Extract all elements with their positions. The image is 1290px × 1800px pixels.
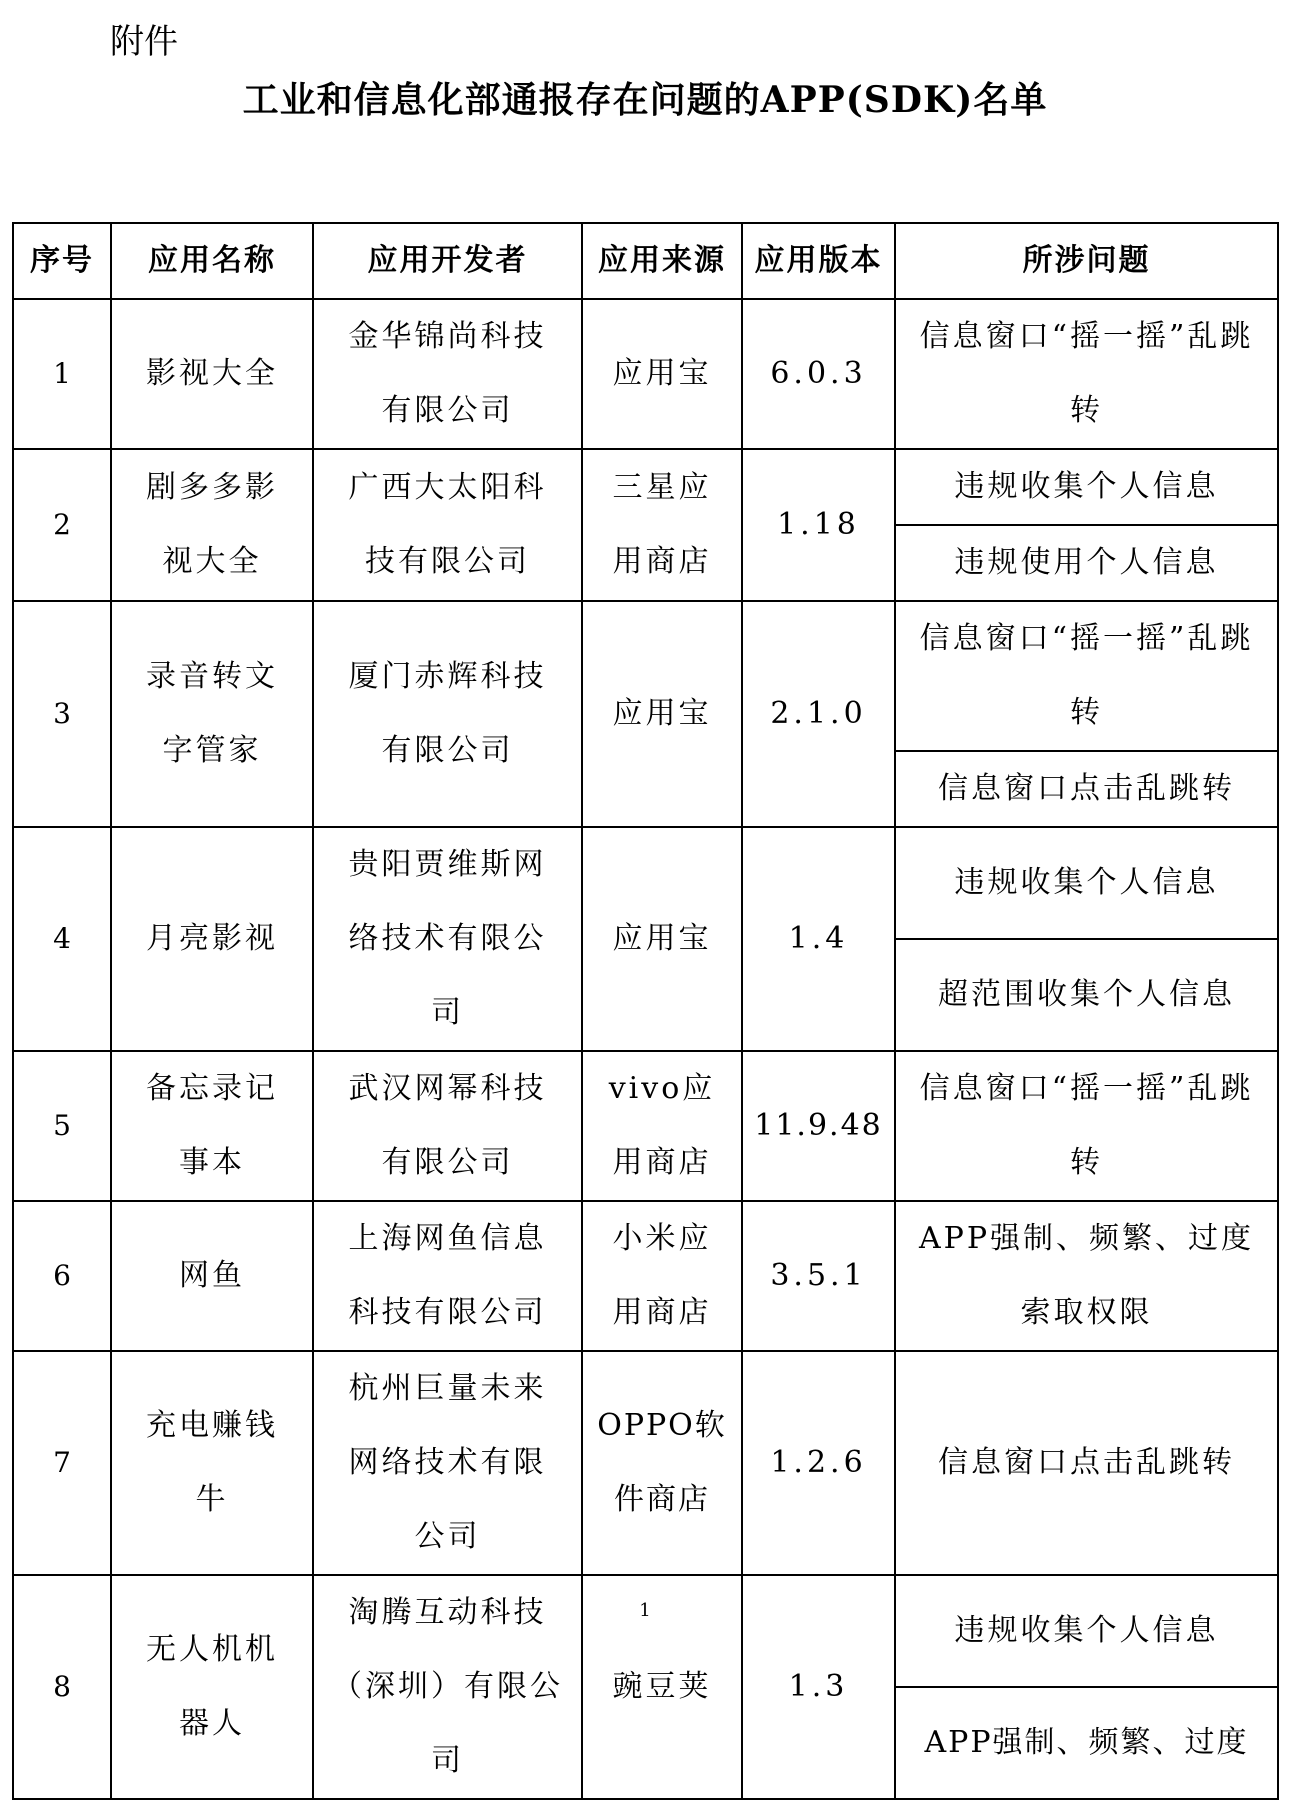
table-row: [13, 1351, 1278, 1575]
app-version: 11.9.48: [742, 1051, 895, 1201]
app-name: 剧多多影视大全: [111, 449, 313, 601]
issue-cell: 信息窗口“摇一摇”乱跳转: [895, 1051, 1278, 1201]
row-no: 7: [13, 1351, 111, 1575]
app-source: 应用宝: [582, 601, 742, 827]
app-developer: 贵阳贾维斯网络技术有限公司: [313, 827, 582, 1051]
issue-cell: APP强制、频繁、过度: [895, 1687, 1278, 1799]
issue-cell: 信息窗口“摇一摇”乱跳转: [895, 299, 1278, 449]
row-no: 4: [13, 827, 111, 1051]
app-name: 影视大全: [111, 299, 313, 449]
app-developer: 杭州巨量未来网络技术有限公司: [313, 1351, 582, 1575]
issue-cell: 信息窗口点击乱跳转: [895, 1351, 1278, 1575]
table-row: [13, 601, 1278, 751]
header-version: 应用版本: [742, 223, 895, 299]
row-no: 3: [13, 601, 111, 827]
app-list-table: [12, 222, 1279, 1800]
app-name: 网鱼: [111, 1201, 313, 1351]
app-name: 无人机机器人: [111, 1575, 313, 1799]
app-version: 1.3: [742, 1575, 895, 1799]
page-number: 1: [639, 1600, 651, 1621]
table-row: [13, 1051, 1278, 1201]
app-source: 小米应用商店: [582, 1201, 742, 1351]
app-version: 1.2.6: [742, 1351, 895, 1575]
table-row: [13, 1201, 1278, 1351]
header-no: 序号: [13, 223, 111, 299]
app-source: 三星应用商店: [582, 449, 742, 601]
issue-cell: 信息窗口点击乱跳转: [895, 751, 1278, 827]
app-developer: 金华锦尚科技有限公司: [313, 299, 582, 449]
issue-cell: 违规收集个人信息: [895, 449, 1278, 525]
table-row: [13, 827, 1278, 939]
row-no: 8: [13, 1575, 111, 1799]
app-source: vivo应用商店: [582, 1051, 742, 1201]
table-row: [13, 1575, 1278, 1687]
app-developer: 上海网鱼信息科技有限公司: [313, 1201, 582, 1351]
row-no: 6: [13, 1201, 111, 1351]
app-developer: 淘腾互动科技（深圳）有限公司: [313, 1575, 582, 1799]
attachment-label: 附件: [110, 22, 178, 62]
app-version: 2.1.0: [742, 601, 895, 827]
issue-cell: 违规使用个人信息: [895, 525, 1278, 601]
header-source: 应用来源: [582, 223, 742, 299]
issue-cell: 违规收集个人信息: [895, 827, 1278, 939]
table-row: [13, 449, 1278, 525]
app-version: 1.18: [742, 449, 895, 601]
app-version: 6.0.3: [742, 299, 895, 449]
row-no: 1: [13, 299, 111, 449]
app-developer: 武汉网幂科技有限公司: [313, 1051, 582, 1201]
app-developer: 广西大太阳科技有限公司: [313, 449, 582, 601]
table-header-row: [13, 223, 1278, 299]
issue-cell: 信息窗口“摇一摇”乱跳转: [895, 601, 1278, 751]
header-developer: 应用开发者: [313, 223, 582, 299]
header-name: 应用名称: [111, 223, 313, 299]
issue-cell: 超范围收集个人信息: [895, 939, 1278, 1051]
header-issues: 所涉问题: [895, 223, 1278, 299]
app-name: 录音转文字管家: [111, 601, 313, 827]
app-version: 3.5.1: [742, 1201, 895, 1351]
app-source: 豌豆荚: [582, 1575, 742, 1799]
issue-cell: 违规收集个人信息: [895, 1575, 1278, 1687]
app-source: 应用宝: [582, 827, 742, 1051]
issue-cell: APP强制、频繁、过度索取权限: [895, 1201, 1278, 1351]
table-row: [13, 299, 1278, 449]
app-source: OPPO软件商店: [582, 1351, 742, 1575]
app-name: 充电赚钱牛: [111, 1351, 313, 1575]
row-no: 5: [13, 1051, 111, 1201]
app-developer: 厦门赤辉科技有限公司: [313, 601, 582, 827]
document-title: 工业和信息化部通报存在问题的APP(SDK)名单: [242, 79, 1048, 121]
app-name: 月亮影视: [111, 827, 313, 1051]
app-name: 备忘录记事本: [111, 1051, 313, 1201]
app-source: 应用宝: [582, 299, 742, 449]
row-no: 2: [13, 449, 111, 601]
app-version: 1.4: [742, 827, 895, 1051]
